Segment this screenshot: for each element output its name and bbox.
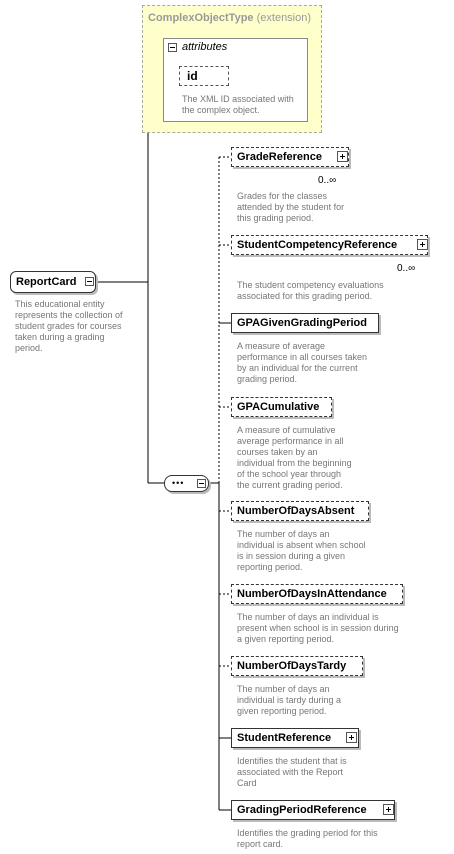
description-gpa-cumulative: A measure of cumulative average performance in all courses taken by an individual from the beginning of the school year through the current grading period. [237, 425, 352, 490]
element-grading-period-reference[interactable]: GradingPeriodReference [231, 800, 395, 820]
element-student-reference[interactable]: StudentReference [231, 728, 359, 748]
attributes-header: attributes [182, 41, 228, 53]
description-grade-reference: Grades for the classes attended by the student for this grading period. [237, 191, 345, 223]
root-element-reportcard[interactable]: ReportCard [10, 271, 96, 293]
expand-grade-reference-icon[interactable] [337, 151, 348, 162]
collapse-root-icon[interactable] [85, 277, 94, 286]
complex-type-qualifier: (extension) [256, 12, 312, 24]
attribute-id[interactable]: id [179, 66, 229, 86]
description-number-of-days-absent: The number of days an individual is absent when school is in session during a given reporting period. [237, 529, 366, 572]
element-gpa-cumulative[interactable]: GPACumulative [231, 397, 332, 417]
complex-type-title [148, 12, 311, 24]
element-gpa-given-grading-period[interactable]: GPAGivenGradingPeriod [231, 313, 379, 333]
description-gpa-given-grading-period: A measure of average performance in all courses taken by an individual for the current grading period. [237, 341, 368, 384]
occurrence-student-competency-reference: 0..∞ [397, 263, 416, 274]
root-description: This educational entity represents the collection of student grades for courses taken during a grading period. [15, 299, 123, 353]
description-grading-period-reference: Identifies the grading period for this report card. [237, 828, 378, 849]
element-number-of-days-absent[interactable]: NumberOfDaysAbsent [231, 501, 369, 521]
sequence-icon: ••• [172, 478, 185, 488]
description-student-reference: Identifies the student that is associated with the Report Card [237, 756, 347, 788]
element-student-competency-reference[interactable]: StudentCompetencyReference [231, 235, 428, 255]
description-number-of-days-tardy: The number of days an individual is tardy during a given reporting period. [237, 684, 342, 716]
element-number-of-days-tardy[interactable]: NumberOfDaysTardy [231, 656, 363, 676]
expand-grading-period-reference-icon[interactable] [383, 804, 394, 815]
occurrence-grade-reference: 0..∞ [318, 175, 337, 186]
element-grade-reference[interactable]: GradeReference [231, 147, 349, 167]
collapse-attributes-icon[interactable] [168, 43, 177, 52]
attribute-id-description: The XML ID associated with the complex object. [182, 94, 294, 115]
description-student-competency-reference: The student competency evaluations associated for this grading period. [237, 280, 384, 301]
element-number-of-days-in-attendance[interactable]: NumberOfDaysInAttendance [231, 584, 403, 604]
expand-student-reference-icon[interactable] [346, 732, 357, 743]
collapse-sequence-icon[interactable] [197, 479, 206, 488]
description-number-of-days-in-attendance: The number of days an individual is present when school is in session during a given reporting period. [237, 612, 399, 644]
expand-student-competency-reference-icon[interactable] [417, 239, 428, 250]
complex-type-name: ComplexObjectType [148, 12, 254, 24]
